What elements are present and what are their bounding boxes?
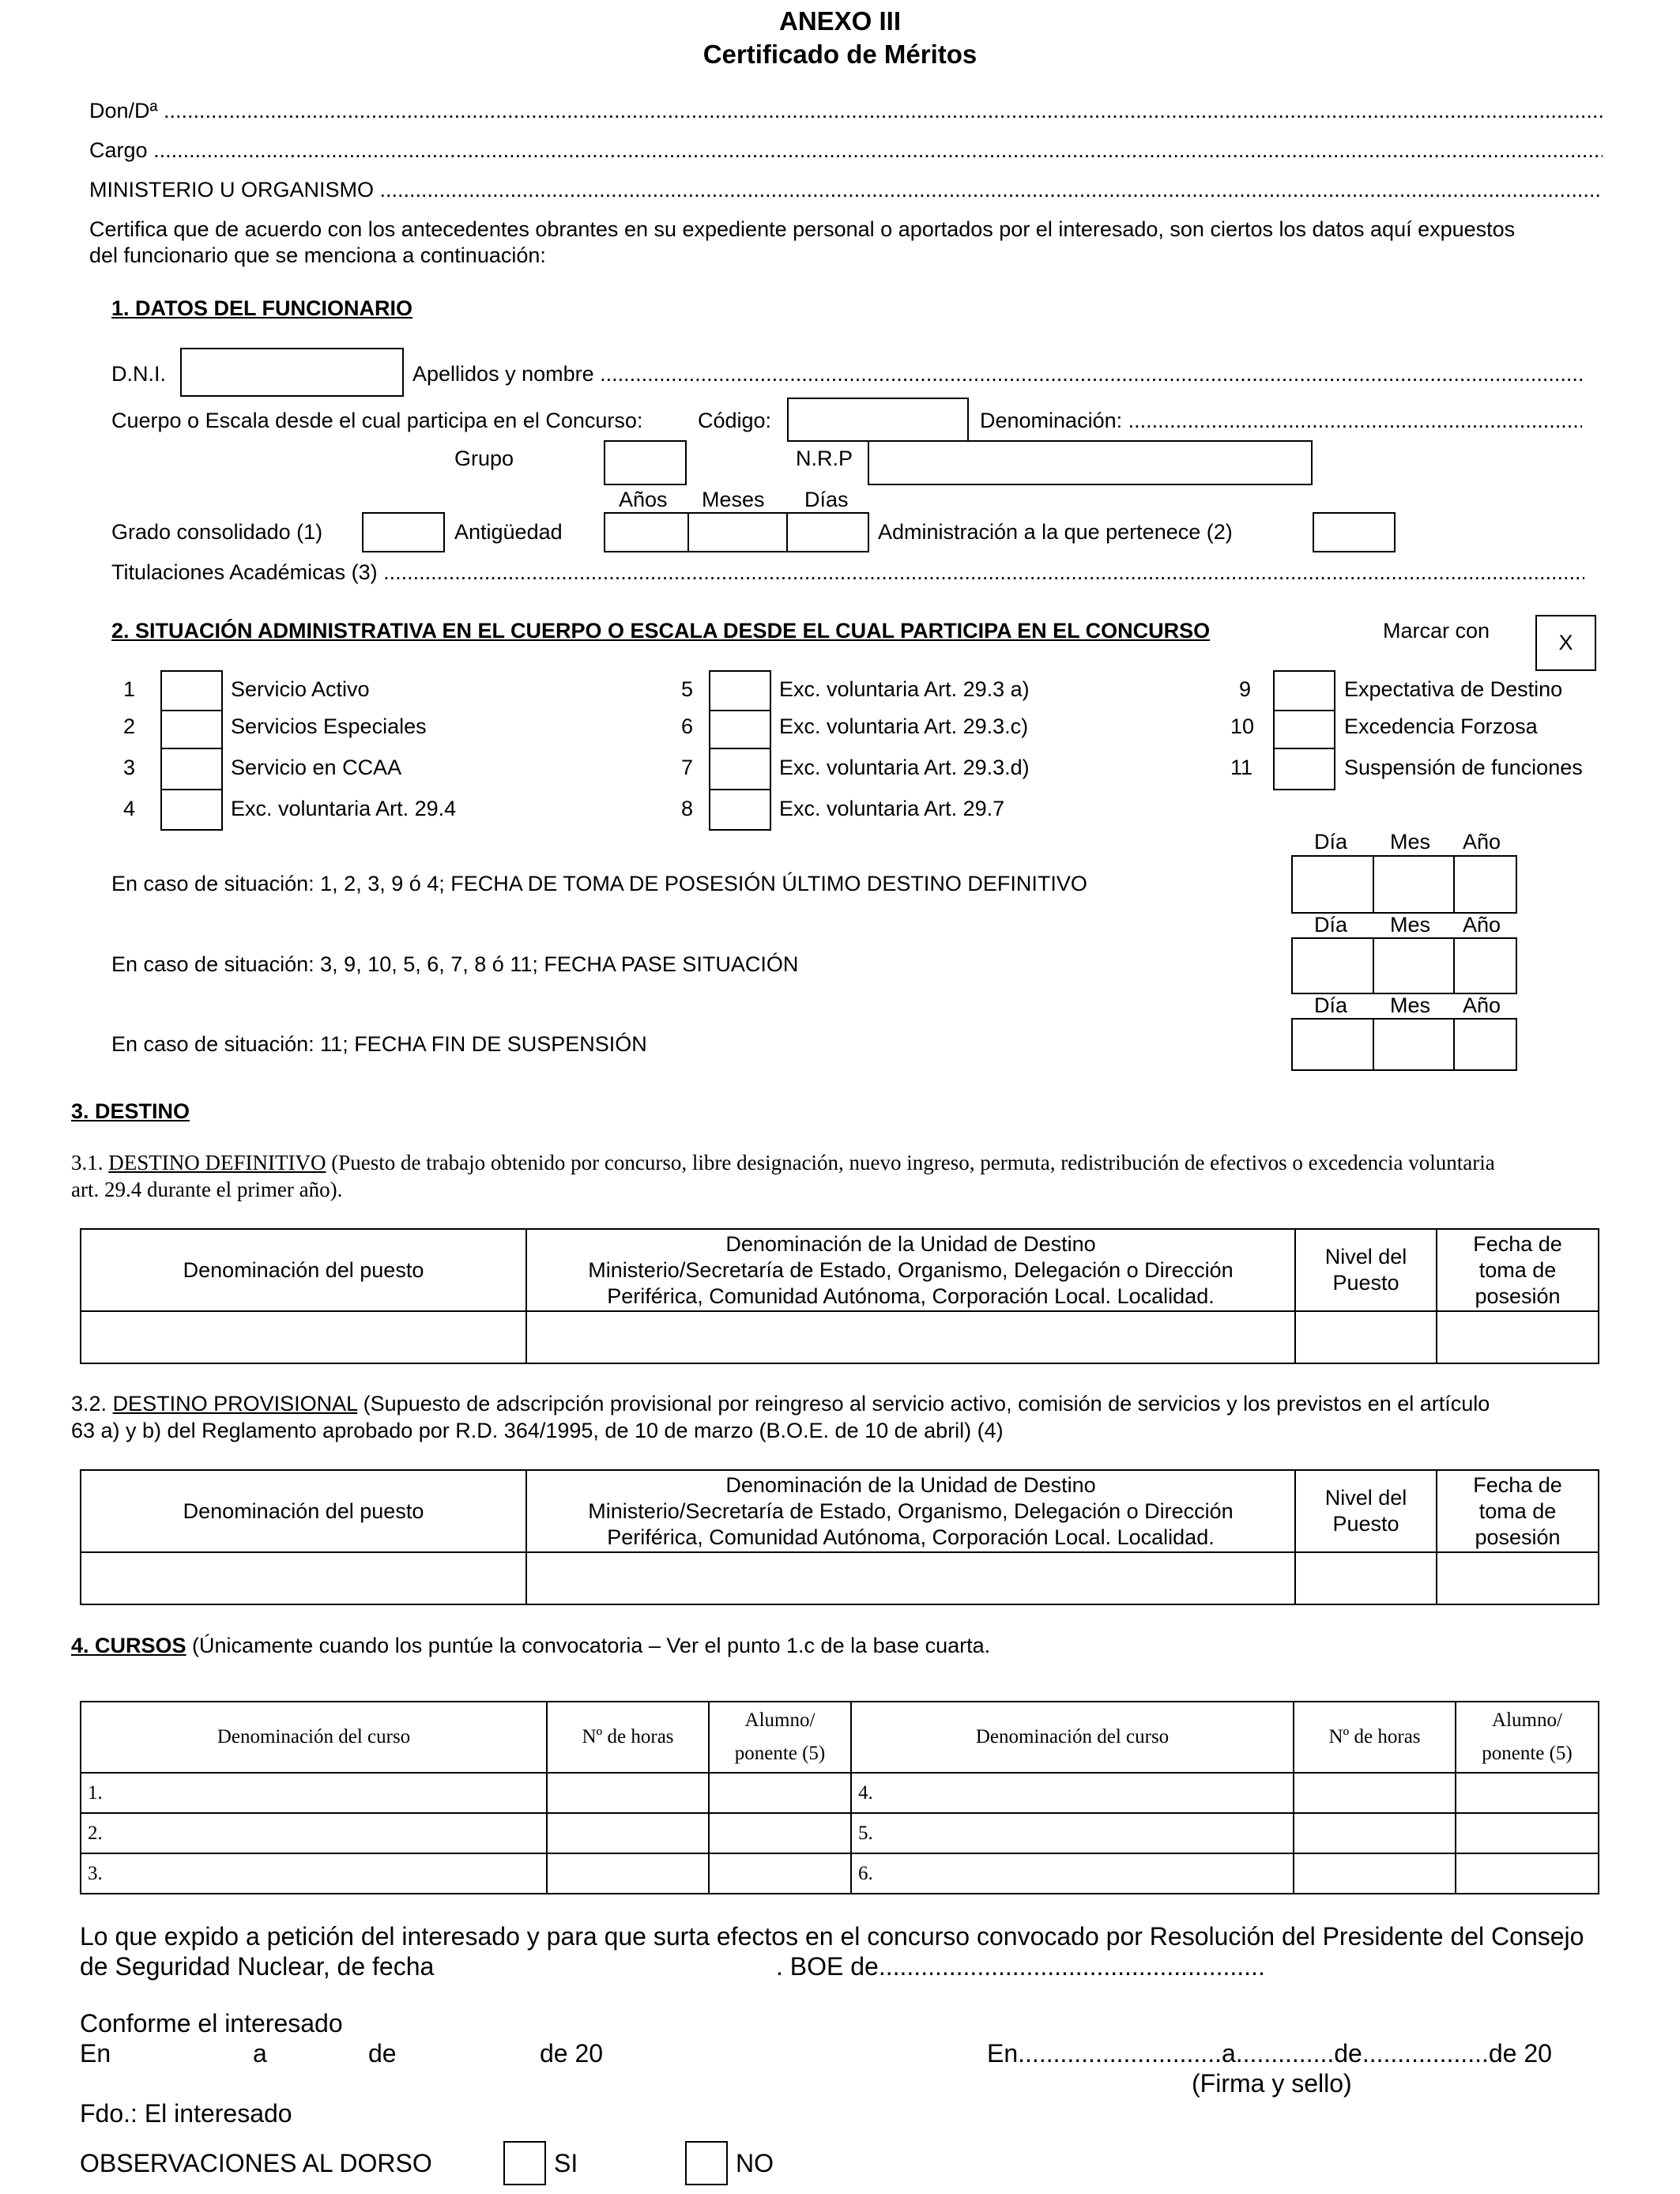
header-fecha-2: toma de bbox=[1478, 1498, 1557, 1523]
header-fecha-3: posesión bbox=[1475, 1284, 1561, 1308]
case2-day-field[interactable] bbox=[1291, 937, 1374, 994]
definitivo-fecha-cell[interactable] bbox=[1437, 1311, 1599, 1363]
situation-num: 4 bbox=[123, 797, 136, 820]
header-unidad bbox=[526, 1470, 1295, 1552]
administracion-field[interactable] bbox=[1313, 512, 1396, 552]
alumno-cell[interactable] bbox=[709, 1773, 851, 1813]
horas-cell[interactable] bbox=[547, 1773, 709, 1813]
curso-cell[interactable]: 6. bbox=[851, 1853, 1294, 1894]
case3-label: En caso de situación: 11; FECHA FIN DE SUSPENSIÓN bbox=[111, 1032, 647, 1056]
titulaciones-line[interactable] bbox=[111, 560, 1584, 585]
definitivo-unidad-cell[interactable] bbox=[526, 1311, 1295, 1363]
situation-label: Exc. voluntaria Art. 29.3 a) bbox=[779, 677, 1030, 701]
header-alumno-2: ponente (5) bbox=[734, 1743, 826, 1764]
destino-definitivo-text-2: art. 29.4 durante el primer año). bbox=[71, 1178, 343, 1201]
header-nivel bbox=[1295, 1470, 1437, 1552]
grado-label: Grado consolidado (1) bbox=[111, 520, 323, 544]
header-alumno-2: ponente (5) bbox=[1482, 1743, 1573, 1764]
date-header-ano: Año bbox=[1463, 830, 1501, 854]
situation-checkbox-6[interactable] bbox=[709, 710, 771, 749]
header-unidad-2: Ministerio/Secretaría de Estado, Organismo, Delegación o Dirección bbox=[588, 1498, 1234, 1523]
dias-label: Días bbox=[804, 488, 849, 511]
header-nivel-1: Nivel del bbox=[1324, 1486, 1407, 1510]
section1-heading: 1. DATOS DEL FUNCIONARIO bbox=[111, 296, 413, 320]
situation-num: 10 bbox=[1230, 714, 1255, 738]
case2-year-field[interactable] bbox=[1453, 937, 1517, 994]
horas-cell[interactable] bbox=[1294, 1773, 1456, 1813]
horas-cell[interactable] bbox=[547, 1853, 709, 1894]
header-unidad-3: Periférica, Comunidad Autónoma, Corporación Local. Localidad. bbox=[607, 1284, 1215, 1308]
denominacion-label: Denominación: bbox=[980, 409, 1123, 432]
ministerio-line[interactable] bbox=[89, 177, 1603, 202]
anos-label: Años bbox=[619, 488, 668, 511]
situation-checkbox-11[interactable] bbox=[1273, 748, 1335, 790]
provisional-nivel-cell[interactable] bbox=[1295, 1552, 1437, 1604]
case3-year-field[interactable] bbox=[1453, 1018, 1517, 1071]
header-nivel-2: Puesto bbox=[1332, 1271, 1399, 1295]
date-header-dia: Día bbox=[1314, 830, 1348, 854]
fdo-label: Fdo.: El interesado bbox=[80, 2099, 292, 2128]
expido-text-2a: de Seguridad Nuclear, de fecha bbox=[80, 1952, 435, 1981]
meses-label: Meses bbox=[702, 488, 765, 511]
de-label: de bbox=[368, 2039, 397, 2068]
situation-label: Exc. voluntaria Art. 29.7 bbox=[779, 797, 1005, 820]
case1-label: En caso de situación: 1, 2, 3, 9 ó 4; FECHA DE TOMA DE POSESIÓN ÚLTIMO DESTINO DEFINITIVO bbox=[111, 872, 1087, 895]
cuerpo-label: Cuerpo o Escala desde el cual participa en el Concurso: bbox=[111, 409, 643, 432]
header-unidad-1: Denominación de la Unidad de Destino bbox=[725, 1231, 1096, 1256]
header-unidad-1: Denominación de la Unidad de Destino bbox=[725, 1472, 1096, 1497]
date-header-mes: Mes bbox=[1390, 993, 1431, 1017]
header-fecha bbox=[1437, 1229, 1599, 1311]
page-title: Certificado de Méritos bbox=[703, 40, 977, 69]
horas-cell[interactable] bbox=[1294, 1853, 1456, 1894]
firma-label: (Firma y sello) bbox=[1192, 2069, 1352, 2098]
definitivo-puesto-cell[interactable] bbox=[81, 1311, 526, 1363]
antiguedad-label: Antigüedad bbox=[454, 520, 563, 544]
alumno-cell[interactable] bbox=[1456, 1853, 1599, 1894]
cargo-label: Cargo bbox=[89, 138, 148, 162]
situation-num: 6 bbox=[681, 714, 694, 738]
header-fecha-1: Fecha de bbox=[1473, 1231, 1562, 1256]
expido-text-2b: . BOE de....................................................... bbox=[776, 1952, 1265, 1981]
date-header-mes: Mes bbox=[1390, 830, 1431, 854]
don-label: Don/Dª bbox=[89, 99, 158, 123]
situation-label: Servicio Activo bbox=[231, 677, 370, 701]
curso-cell[interactable]: 2. bbox=[81, 1813, 547, 1853]
destino-provisional-text-2: 63 a) y b) del Reglamento aprobado por R.D. 364/1995, de 10 de marzo (B.O.E. de 10 de abril) (4) bbox=[71, 1419, 1004, 1442]
cargo-line[interactable] bbox=[89, 138, 1603, 163]
provisional-puesto-cell[interactable] bbox=[81, 1552, 526, 1604]
table-row bbox=[81, 1853, 1599, 1894]
header-puesto: Denominación del puesto bbox=[81, 1229, 526, 1311]
situation-checkbox-8[interactable] bbox=[709, 789, 771, 831]
observaciones-no-checkbox[interactable] bbox=[685, 2141, 728, 2185]
header-alumno-1: Alumno/ bbox=[744, 1710, 816, 1731]
situation-num: 8 bbox=[681, 797, 694, 820]
header-nivel bbox=[1295, 1229, 1437, 1311]
codigo-label: Código: bbox=[698, 409, 772, 432]
marcar-example-box bbox=[1535, 615, 1596, 671]
conforme-label: Conforme el interesado bbox=[80, 2009, 343, 2038]
situation-label: Exc. voluntaria Art. 29.3.d) bbox=[779, 756, 1030, 779]
prov-text: (Supuesto de adscripción provisional por reingreso al servicio activo, comisión de servicios y los previstos en el artículo bbox=[363, 1392, 1490, 1416]
certifica-text-1: Certifica que de acuerdo con los antecedentes obrantes en su expediente personal o aportados por el interesado, son ciertos los datos aquí expuestos bbox=[89, 217, 1516, 241]
alumno-cell[interactable] bbox=[1456, 1813, 1599, 1853]
grado-field[interactable] bbox=[362, 512, 445, 552]
section4-note: (Únicamente cuando los puntúe la convocatoria – Ver el punto 1.c de la base cuarta. bbox=[186, 1634, 991, 1657]
header-nivel-1: Nivel del bbox=[1324, 1245, 1407, 1269]
observaciones-label: OBSERVACIONES AL DORSO bbox=[80, 2149, 432, 2177]
case1-month-field[interactable] bbox=[1373, 855, 1455, 914]
prov-num: 3.2. bbox=[71, 1392, 107, 1416]
situation-label: Excedencia Forzosa bbox=[1344, 714, 1538, 738]
header-fecha-3: posesión bbox=[1475, 1525, 1561, 1549]
provisional-fecha-cell[interactable] bbox=[1437, 1552, 1599, 1604]
de20-label: de 20 bbox=[540, 2039, 604, 2068]
provisional-unidad-cell[interactable] bbox=[526, 1552, 1295, 1604]
don-line[interactable] bbox=[89, 98, 1603, 123]
table-row bbox=[81, 1773, 1599, 1813]
header-alumno bbox=[709, 1702, 851, 1773]
section4-line bbox=[71, 1633, 990, 1658]
destino-definitivo-text-1 bbox=[71, 1150, 1495, 1175]
header-puesto: Denominación del puesto bbox=[81, 1470, 526, 1552]
situation-num: 9 bbox=[1239, 677, 1252, 701]
situation-checkbox-1[interactable] bbox=[160, 670, 223, 711]
section4-heading: 4. CURSOS bbox=[71, 1634, 186, 1657]
alumno-cell[interactable] bbox=[709, 1813, 851, 1853]
header-unidad-2: Ministerio/Secretaría de Estado, Organismo, Delegación o Dirección bbox=[588, 1257, 1234, 1282]
prov-title: DESTINO PROVISIONAL bbox=[112, 1392, 358, 1416]
date-header-mes: Mes bbox=[1390, 913, 1431, 937]
grupo-label: Grupo bbox=[454, 447, 514, 470]
certifica-text-2: del funcionario que se menciona a continuación: bbox=[89, 243, 546, 267]
date-header-ano: Año bbox=[1463, 913, 1501, 937]
situation-num: 7 bbox=[681, 756, 694, 779]
situation-label: Servicios Especiales bbox=[231, 714, 427, 738]
observaciones-si-checkbox[interactable] bbox=[503, 2141, 546, 2185]
nrp-field[interactable] bbox=[868, 440, 1313, 485]
horas-cell[interactable] bbox=[1294, 1813, 1456, 1853]
case2-month-field[interactable] bbox=[1373, 937, 1455, 994]
apellidos-line[interactable] bbox=[412, 361, 1584, 386]
case2-label: En caso de situación: 3, 9, 10, 5, 6, 7, 8 ó 11; FECHA PASE SITUACIÓN bbox=[111, 952, 799, 976]
def-title: DESTINO DEFINITIVO bbox=[108, 1151, 326, 1174]
situation-num: 1 bbox=[123, 677, 136, 701]
section2-heading: 2. SITUACIÓN ADMINISTRATIVA EN EL CUERPO O ESCALA DESDE EL CUAL PARTICIPA EN EL CONCURSO bbox=[111, 619, 1211, 643]
situation-checkbox-7[interactable] bbox=[709, 748, 771, 790]
marcar-label: Marcar con bbox=[1383, 619, 1490, 643]
destino-provisional-text-1 bbox=[71, 1391, 1490, 1416]
situation-label: Exc. voluntaria Art. 29.3.c) bbox=[779, 714, 1029, 738]
ministerio-label: MINISTERIO U ORGANISMO bbox=[89, 178, 375, 202]
situation-num: 5 bbox=[681, 677, 694, 701]
situation-num: 3 bbox=[123, 756, 136, 779]
case1-day-field[interactable] bbox=[1291, 855, 1374, 914]
date-header-ano: Año bbox=[1463, 993, 1501, 1017]
no-label: NO bbox=[736, 2149, 774, 2177]
def-num: 3.1. bbox=[71, 1151, 104, 1174]
situation-label: Expectativa de Destino bbox=[1344, 677, 1563, 701]
curso-cell[interactable]: 4. bbox=[851, 1773, 1294, 1813]
situation-label: Exc. voluntaria Art. 29.4 bbox=[231, 797, 457, 820]
a-label: a bbox=[253, 2039, 267, 2068]
marcar-x: X bbox=[1558, 631, 1573, 654]
table-row bbox=[81, 1813, 1599, 1853]
situation-checkbox-3[interactable] bbox=[160, 748, 223, 790]
situation-num: 11 bbox=[1230, 756, 1253, 779]
header-curso: Denominación del curso bbox=[81, 1702, 547, 1773]
expido-text-1: Lo que expido a petición del interesado y para que surta efectos en el concurso convocado por Resolución del Presidente del Consejo bbox=[80, 1922, 1584, 1951]
destino-provisional-table bbox=[80, 1469, 1599, 1605]
header-fecha-1: Fecha de bbox=[1473, 1472, 1562, 1497]
administracion-label: Administración a la que pertenece (2) bbox=[878, 520, 1233, 544]
header-curso: Denominación del curso bbox=[851, 1702, 1294, 1773]
situation-label: Servicio en CCAA bbox=[231, 756, 402, 779]
case3-month-field[interactable] bbox=[1373, 1018, 1455, 1071]
situation-checkbox-4[interactable] bbox=[160, 789, 223, 831]
antiguedad-meses-field[interactable] bbox=[687, 512, 788, 552]
header-horas: Nº de horas bbox=[1294, 1702, 1456, 1773]
en-right-line[interactable]: En.............................a..............de..................de 20 bbox=[987, 2039, 1552, 2068]
header-nivel-2: Puesto bbox=[1332, 1512, 1399, 1536]
en-label: En bbox=[80, 2039, 111, 2068]
header-alumno bbox=[1456, 1702, 1599, 1773]
nrp-label: N.R.P bbox=[796, 447, 853, 470]
codigo-field[interactable] bbox=[787, 398, 969, 442]
case1-year-field[interactable] bbox=[1453, 855, 1517, 914]
header-horas: Nº de horas bbox=[547, 1702, 709, 1773]
annex-title: ANEXO III bbox=[778, 6, 902, 36]
curso-cell[interactable]: 3. bbox=[81, 1853, 547, 1894]
header-fecha bbox=[1437, 1470, 1599, 1552]
situation-num: 2 bbox=[123, 714, 136, 738]
antiguedad-anos-field[interactable] bbox=[604, 512, 689, 552]
situation-label: Suspensión de funciones bbox=[1344, 756, 1583, 779]
header-alumno-1: Alumno/ bbox=[1492, 1710, 1562, 1731]
header-unidad-3: Periférica, Comunidad Autónoma, Corporación Local. Localidad. bbox=[607, 1525, 1215, 1549]
cursos-table bbox=[80, 1701, 1599, 1894]
situation-checkbox-5[interactable] bbox=[709, 670, 771, 711]
header-fecha-2: toma de bbox=[1478, 1257, 1557, 1282]
antiguedad-dias-field[interactable] bbox=[786, 512, 869, 552]
def-text: (Puesto de trabajo obtenido por concurso, libre designación, nuevo ingreso, permuta, redistribución de efectivos o excedencia voluntaria bbox=[331, 1151, 1495, 1174]
curso-cell[interactable]: 5. bbox=[851, 1813, 1294, 1853]
grupo-field[interactable] bbox=[604, 440, 687, 485]
alumno-cell[interactable] bbox=[709, 1853, 851, 1894]
denominacion-line[interactable] bbox=[980, 408, 1582, 433]
destino-definitivo-table bbox=[80, 1228, 1599, 1364]
dni-field[interactable] bbox=[180, 348, 404, 397]
horas-cell[interactable] bbox=[547, 1813, 709, 1853]
section3-heading: 3. DESTINO bbox=[71, 1099, 190, 1123]
situation-checkbox-10[interactable] bbox=[1273, 710, 1335, 749]
date-header-dia: Día bbox=[1314, 993, 1348, 1017]
situation-checkbox-2[interactable] bbox=[160, 710, 223, 749]
case3-day-field[interactable] bbox=[1291, 1018, 1374, 1071]
definitivo-nivel-cell[interactable] bbox=[1295, 1311, 1437, 1363]
si-label: SI bbox=[554, 2149, 578, 2177]
apellidos-label: Apellidos y nombre bbox=[412, 362, 594, 386]
dni-label: D.N.I. bbox=[111, 362, 167, 386]
titulaciones-label: Titulaciones Académicas (3) bbox=[111, 560, 378, 584]
header-unidad bbox=[526, 1229, 1295, 1311]
situation-checkbox-9[interactable] bbox=[1273, 670, 1335, 711]
alumno-cell[interactable] bbox=[1456, 1773, 1599, 1813]
curso-cell[interactable]: 1. bbox=[81, 1773, 547, 1813]
date-header-dia: Día bbox=[1314, 913, 1348, 937]
